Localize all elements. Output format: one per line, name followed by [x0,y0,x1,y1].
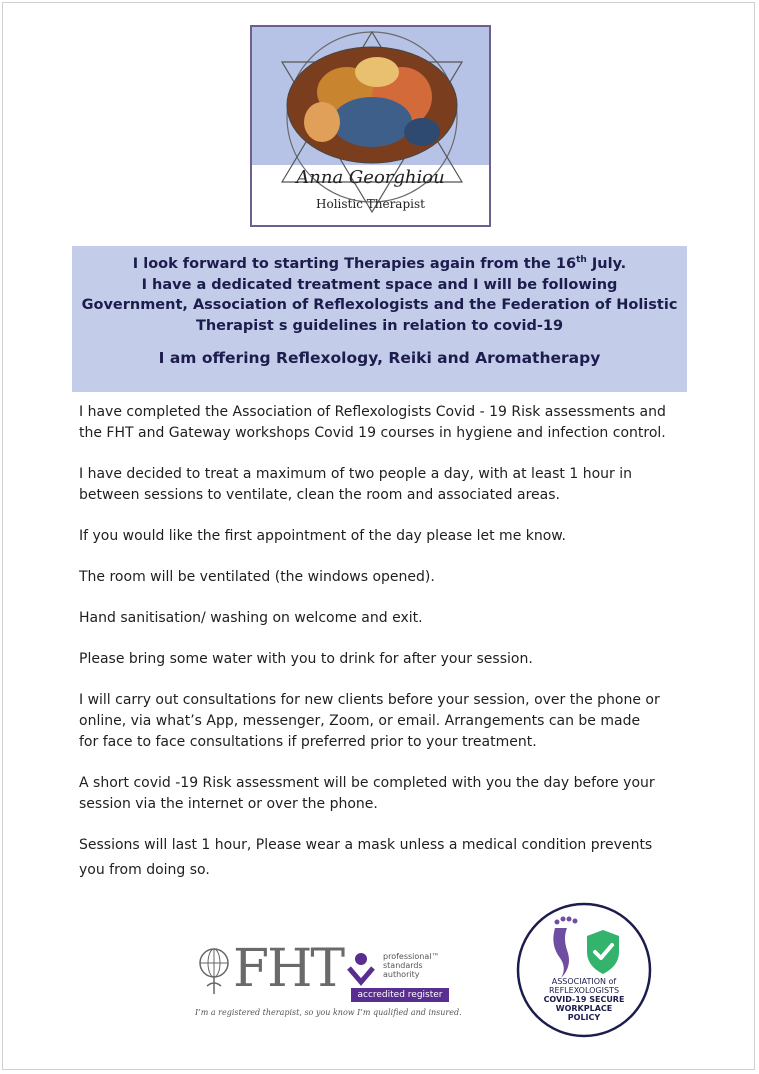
paragraph-line: A short covid -19 Risk assessment will be completed with you the day before your [79,775,655,791]
paragraph-line: If you would like the first appointment of the day please let me know. [79,528,566,544]
paragraph-line: Hand sanitisation/ washing on welcome and exit. [79,610,423,626]
paragraph-line: I will carry out consultations for new clients before your session, over the phone or [79,692,660,708]
paragraph-line: online, via what’s App, messenger, Zoom, or email. Arrangements can be made [79,713,641,729]
aor-covid-badge [515,900,653,1040]
logo-subtitle: Holistic Therapist [316,197,425,211]
psa-text: professional™ standards authority [383,952,440,979]
paragraph-line: for face to face consultations if preferred prior to your treatment. [79,734,537,750]
fht-globe-icon [197,946,231,998]
paragraph-line: I have completed the Association of Reflexologists Covid - 19 Risk assessments and [79,404,666,420]
fht-tagline: I’m a registered therapist, so you know I’m qualified and insured. [195,1008,462,1017]
banner-line-2: I have a dedicated treatment space and I will be following [141,276,618,293]
fht-wordmark: FHT [233,939,344,999]
accredited-register-bar: accredited register [351,988,449,1002]
paragraph-line: Please bring some water with you to drink for after your session. [79,651,533,667]
banner-offer: I am offering Reflexology, Reiki and Aromatherapy [158,349,601,367]
paragraph-line: I have decided to treat a maximum of two people a day, with at least 1 hour in [79,466,633,482]
paragraph-line: The room will be ventilated (the windows opened). [79,569,435,585]
paragraph-line: Sessions will last 1 hour, Please wear a mask unless a medical condition prevents [79,837,653,853]
aor-name: ASSOCIATION of REFLEXOLOGISTS [548,977,620,995]
banner-line-3: Government, Association of Reflexologists and the Federation of Holistic [81,297,678,313]
paragraph-line: session via the internet or over the phone. [79,796,378,812]
therapist-logo [250,25,491,227]
logo-name: Anna Georghiou [296,167,445,188]
body-content [79,402,699,881]
announcement-banner [72,246,687,392]
banner-line-1: I look forward to starting Therapies again from the 16th July. [132,255,627,272]
paragraph-line: the FHT and Gateway workshops Covid 19 courses in hygiene and infection control. [79,425,666,441]
fht-logo [193,939,463,1024]
aor-policy: COVID-19 SECURE WORKPLACE POLICY [543,995,625,1022]
psa-check-icon [343,950,379,986]
paragraph-line: between sessions to ventilate, clean the room and associated areas. [79,487,560,503]
paragraph-line: you from doing so. [79,862,210,878]
banner-line-4: Therapist s guidelines in relation to covid-19 [195,317,564,334]
